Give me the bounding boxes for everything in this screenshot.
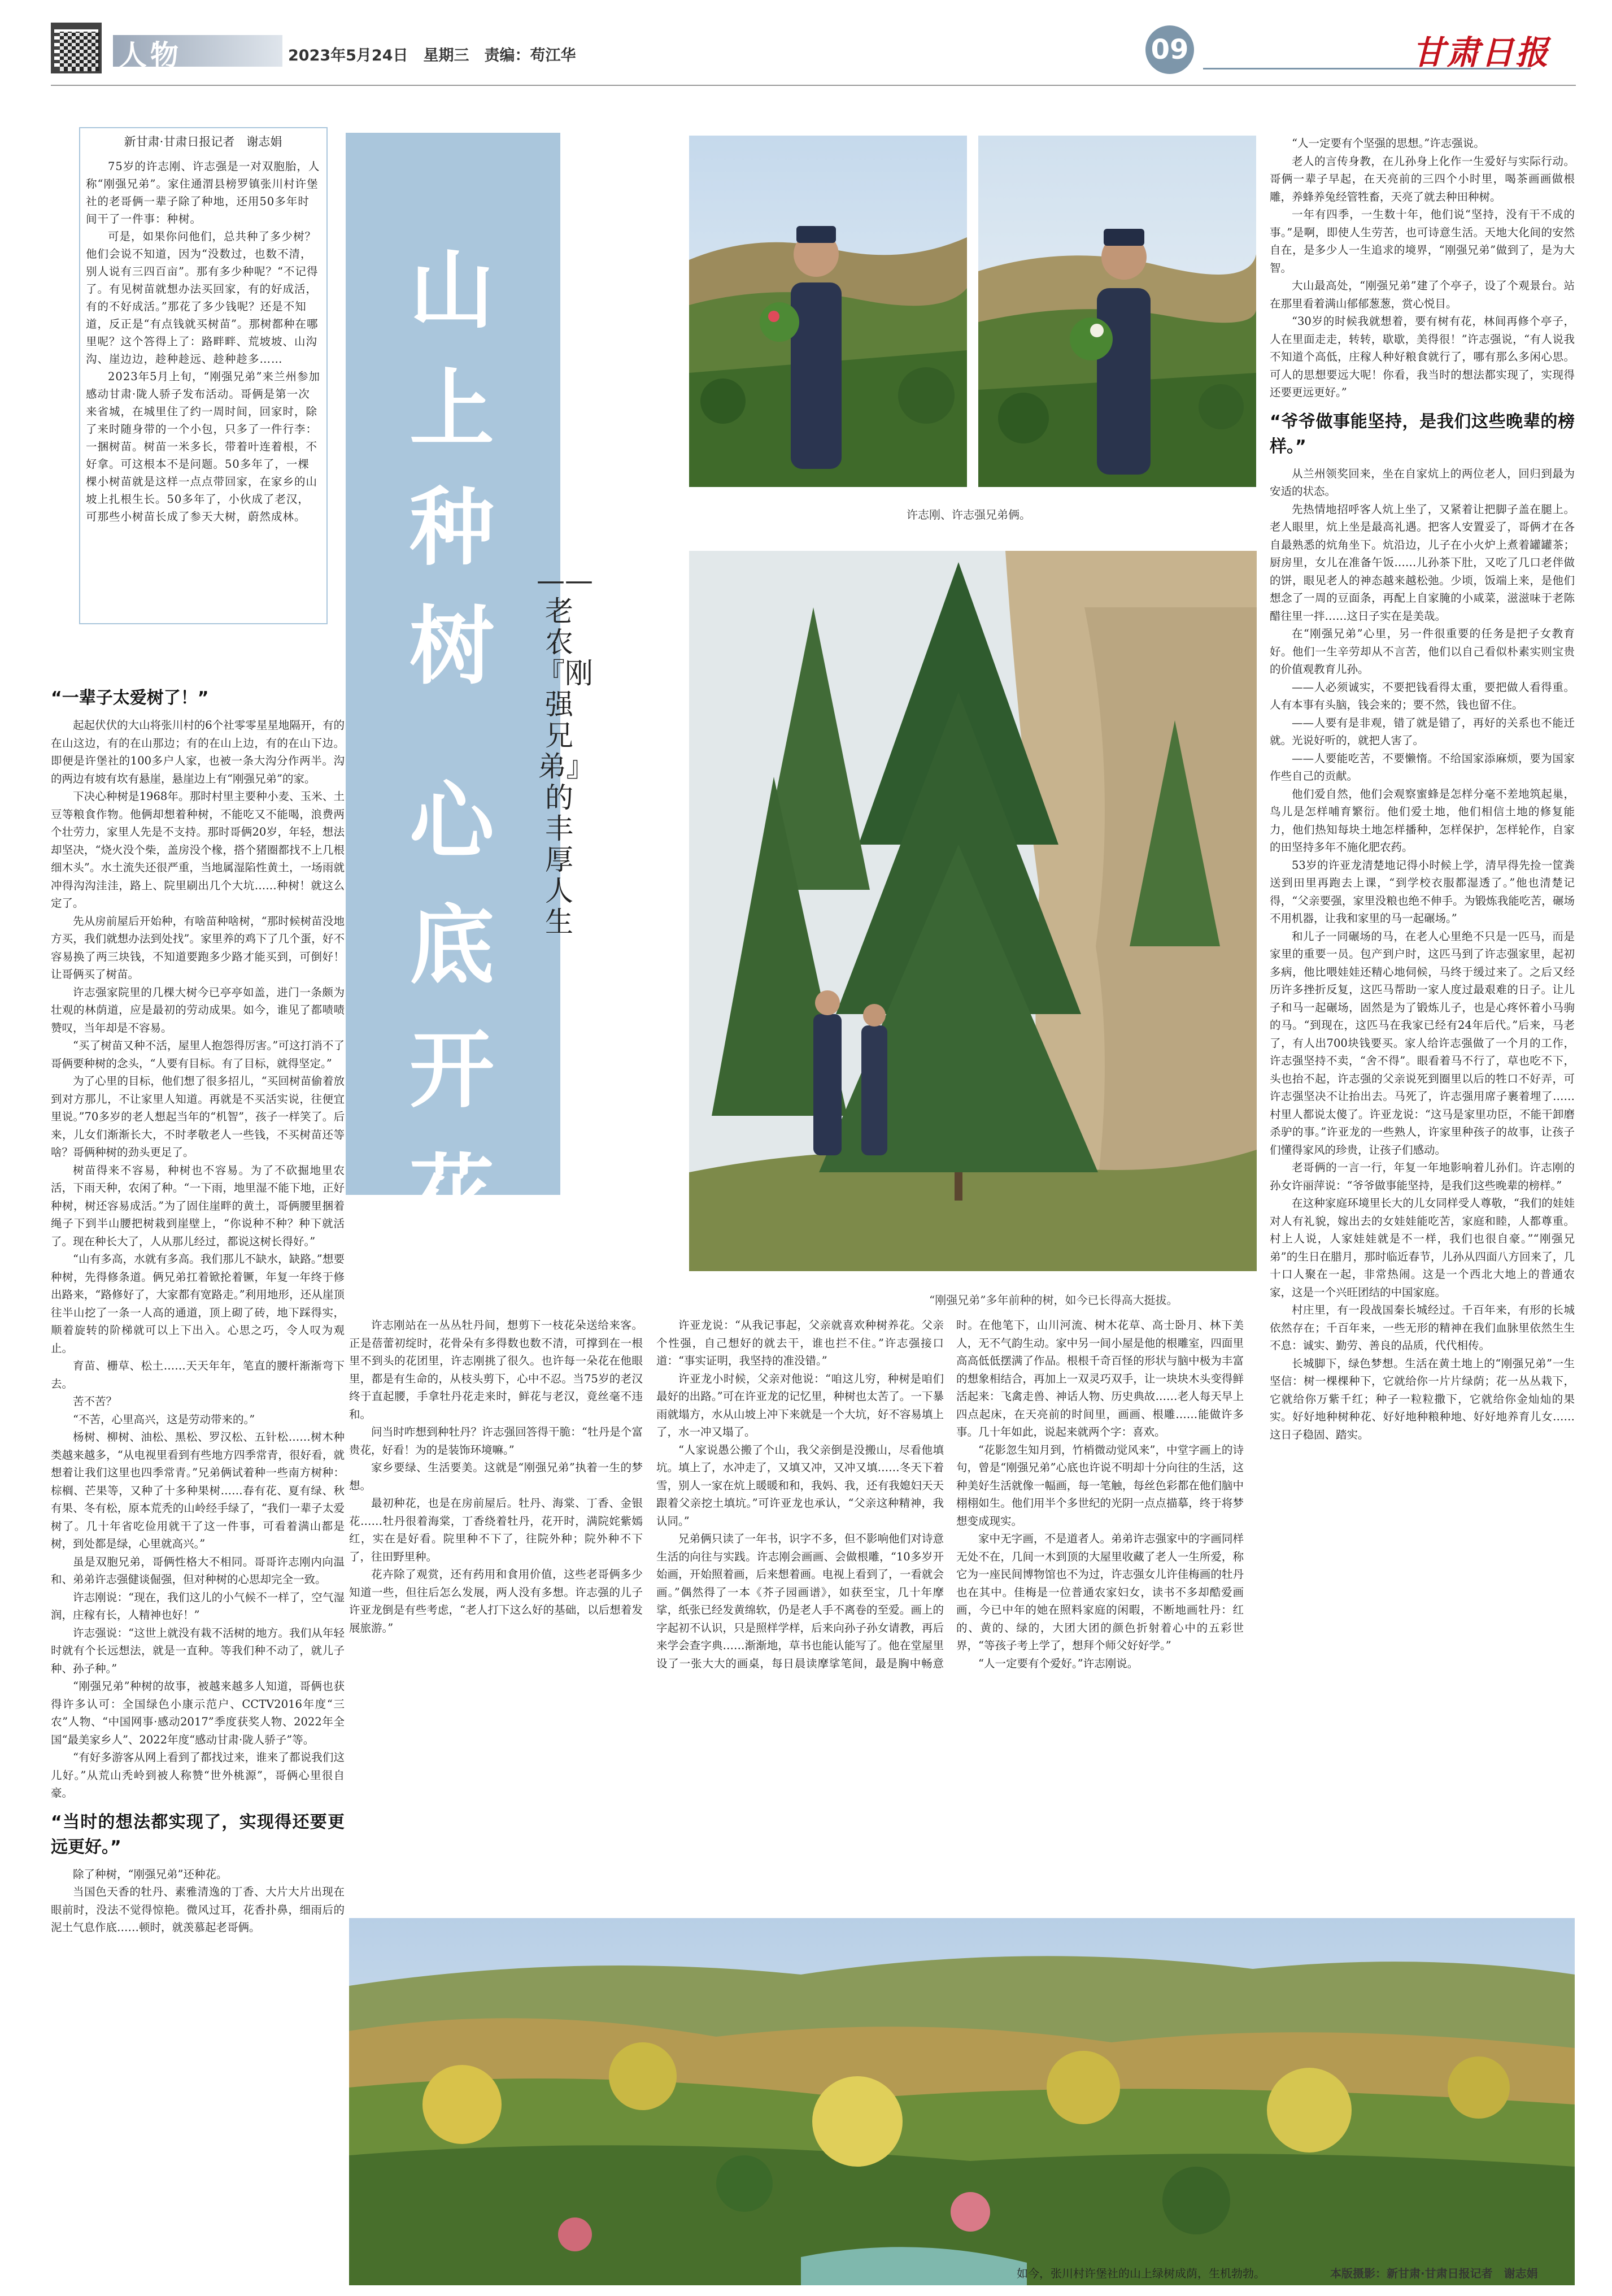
article-column-4: [1270, 134, 1575, 1904]
paragraph: 家乡要绿、生活要美。这就是“刚强兄弟”执着一生的梦想。: [349, 1461, 643, 1492]
column-1-body: [51, 716, 345, 1802]
paragraph: “人家说愚公搬了个山，我父亲倒是没搬山，尽看他填坑。填上了，水冲走了，又填又冲，又冲又填……冬天下着雪，别人一家在炕上暖暖和和，我妈、我，还有我媳妇天天跟着父亲挖土填坑。”可许亚龙也承认，“父亲这种精神，我认同。”: [656, 1443, 944, 1528]
headline-char: 山: [409, 242, 494, 340]
paragraph: “山有多高，水就有多高。我们那儿不缺水，缺路。”想要种树，先得修条道。俩兄弟扛着锨抡着镢，年复一年终于修出路来，“路修好了，大家都有宽路走。”利用地形，还从崖顶往半山挖了一条一人高的通道，顶上砌了砖，地下踩得实，顺着旋转的阶梯就可以上下出入。心思之巧，令人叹为观止。: [51, 1253, 345, 1355]
lead-frame: [79, 127, 328, 624]
dateline: 2023年5月24日 星期三 责编：苟江华: [288, 47, 576, 64]
paragraph: 育苗、栅草、松土……天天年年，笔直的腰杆渐渐弯下去。: [51, 1359, 345, 1390]
section-name: 人物: [119, 39, 182, 72]
paragraph: “有好多游客从网上看到了都找过来，谁来了都说我们这儿好。”从荒山秃岭到被人称赞“世外桃源”，哥俩心里很自豪。: [51, 1751, 345, 1799]
photo-caption-top: 许志刚、许志强兄弟俩。: [907, 508, 1031, 521]
paragraph: 他们爱自然，他们会观察蜜蜂是怎样分毫不差地筑起巢，鸟儿是怎样哺育繁衍。他们爱土地，他们相信土地的修复能力，他们热知每块土地怎样播种，怎样保护，怎样轮作，自家的田坚持多年不施化肥农药。: [1270, 787, 1575, 854]
headline-char: 心: [409, 773, 494, 871]
paragraph: 苦不苦？: [73, 1395, 117, 1408]
photo-caption-bottom: 如今，张川村许堡社的山上绿树成荫，生机勃勃。: [1017, 2267, 1265, 2280]
paragraph: 花卉除了观赏，还有药用和食用价值，这些老哥俩多少知道一些，但往后怎么发展，两人没有多想。许志强的儿子许亚龙倒是有些考虑，“老人打下这么好的基础，以后想着发展旅游。”: [349, 1568, 643, 1634]
headline-char: 上: [409, 360, 494, 459]
paragraph: 老哥俩的一言一行，年复一年地影响着儿孙们。许志刚的孙女许丽萍说：“爷爷做事能坚持，是我们这些晚辈的榜样。”: [1270, 1161, 1575, 1192]
paragraph: “30岁的时候我就想着，要有树有花，林间再修个亭子，人在里面走走，转转，歇歇，美得很！”许志强说，“有人说我不知道个高低，庄稼人种好粮食就行了，哪有那么多闲心思。可人的思想要远大呢！你看，我当时的想法都实现了，实现得还要更远更好。”: [1270, 315, 1575, 399]
header-divider: [51, 85, 1576, 86]
paragraph: 杨树、柳树、油松、黑松、罗汉松、五针松……树木种类越来越多，“从电视里看到有些地方四季常青，很好看，就想着让我们这里也四季常青。”兄弟俩试着种一些南方树种：棕榈、芒果等，又种了十多种果树……春有花、夏有绿、秋有果、冬有松，原本荒秃的山岭经手绿了，“我们一辈子太爱树了。几十年省吃俭用就干了这一件事，可看着满山都是树，到处都是绿，心里就高兴。”: [51, 1430, 345, 1550]
paragraph: 虽是双胞兄弟，哥俩性格大不相同。哥哥许志刚内向温和、弟弟许志强健谈倔强，但对种树的心思却完全一致。: [51, 1555, 345, 1586]
masthead-logo: 甘肃日报: [1412, 33, 1550, 72]
byline: 新甘肃·甘肃日报记者 谢志娟: [124, 135, 282, 149]
photo-brother-1: [689, 136, 967, 487]
section-heading: “爷爷做事能坚持，是我们这些晚辈的榜样。”: [1270, 411, 1575, 456]
paragraph: 除了种树，“刚强兄弟”还种花。: [73, 1867, 228, 1881]
column-1-body-2: [51, 1866, 345, 1937]
headline-char: 花: [409, 1146, 494, 1244]
photo-hillside-panorama: [349, 1918, 1575, 2285]
photo-caption-mid: “刚强兄弟”多年前种的树，如今已长得高大挺拔。: [929, 1293, 1178, 1307]
paragraph: 先热情地招呼客人炕上坐了，又紧着让把脚子盖在腿上。老人眼里，炕上坐是最高礼遇。把客人安置妥了，哥俩才在各自最熟悉的炕角坐下。炕沿边，儿子在小火炉上煮着罐罐茶；厨房里，女儿在准备午饭……儿孙茶下肚，又吃了几口老伴做的饼，眼见老人的神态越来越松弛。少顷，饭端上来，是他们想念了一周的豆面条，再配上自家腌的小咸菜，滋滋味于老陈醋往里一拌……这日子实在是美哉。: [1270, 502, 1575, 623]
headline-char: 种: [409, 479, 494, 577]
paragraph: ——人要能吃苦，不要懒惰。不给国家添麻烦，要为国家作些自己的贡献。: [1270, 751, 1575, 782]
paragraph: 许志强说：“这世上就没有栽不活树的地方。我们从年轻时就有个长远想法，就是一直种。等我们种不动了，就儿子种、孙子种。”: [51, 1626, 345, 1675]
headline-char: 底: [409, 897, 494, 995]
photo-tall-trees: [689, 551, 1257, 1271]
paragraph: “买了树苗又种不活，屋里人抱怨得厉害。”可这打消不了哥俩要种树的念头，“人要有目标。有了目标，就得坚定。”: [51, 1039, 345, 1070]
paragraph: 兄弟俩只读了一年书，识字不多，但不影响他们对诗意生活的向往与实践。许志刚会画画、会做根雕，“10多岁开始画，开始照着画，后来想着画。电视上看到了，一看就会画。”偶然得了一本《芥子园画谱》，如获至宝，几十年摩挲，纸张已经发黄绵软，仍是老人手不离卷的至爱。画上的字起初不认识，只是照样学样，后来向孙子孙女请教，再后来学会查字典……渐渐地，草书也能认能写了。他在堂屋里设了一张大大的画桌，每日晨读摩挲笔间，最是胸中畅意时。在他笔下，山川河流、树木花草、高士卧月、林下美人，无不气韵生动。家中另一间小屋是他的根雕室，四面里高高低低摆满了作品。根根千奇百怪的形状与脑中极为丰富的想象相结合，再加上一双灵巧双手，让一块块木头变得鲜活起来：飞禽走兽、神话人物、历史典故……老人每天早上四点起床，在天亮前的时间里，画画、根雕……能做许多事。几十年如此，说起来就两个字：喜欢。: [656, 1319, 1244, 1670]
paragraph: 当国色天香的牡丹、素雅清逸的丁香、大片大片出现在眼前时，没法不觉得惊艳。微风过耳，花香扑鼻，细雨后的泥土气息作底……顿时，就羡慕起老哥俩。: [51, 1885, 345, 1934]
photo-brother-2: [978, 136, 1256, 487]
paragraph: 一年有四季，一生数十年，他们说“坚持，没有干不成的事。”是啊，即使人生劳苦，也可诗意生活。天地大化间的安然自在，是多少人一生追求的境界，“刚强兄弟”做到了，是为大智。: [1270, 208, 1575, 275]
paragraph: “刚强兄弟”种树的故事，被越来越多人知道，哥俩也获得许多认可：全国绿色小康示范户、CCTV2016年度“三农”人物、“中国网事·感动2017”季度获奖人物、2022年全国“最美家乡人”、2022年度“感动甘肃·陇人骄子”等。: [51, 1680, 345, 1746]
paragraph: 最初种花，也是在房前屋后。牡丹、海棠、丁香、金银花……牡丹很着海棠，丁香绕着牡丹，花开时，满院姹紫嫣红，实在是好看。院里种不下了，往院外种；院外种不下了，往田野里种。: [349, 1497, 643, 1563]
article-column-3: [656, 1316, 1244, 1904]
paragraph: 许志刚站在一丛丛牡丹间，想剪下一枝花朵送给来客。正是蓓蕾初绽时，花骨朵有多得数也数不清，可撑到在一根里不到头的花团里，许志刚挑了很久。也许每一朵花在他眼里，都是有生命的，从枝头剪下，心中不忍。当75岁的老汉终于直起腰，手拿牡丹花走来时，鲜花与老汉，竟丝毫不违和。: [349, 1319, 643, 1421]
paragraph: 村庄里，有一段战国秦长城经过。千百年来，有形的长城依然存在；千百年来，一些无形的精神在我们血脉里依然生生不息：诚实、勤劳、善良的品质，代代相传。: [1270, 1303, 1575, 1352]
qr-code-icon[interactable]: [51, 23, 102, 73]
column-4-body: [1270, 134, 1575, 402]
page-number: 09: [1145, 25, 1194, 74]
lead-paragraph: 可是，如果你问他们，总共种了多少树？他们会说不知道，因为“没数过，也数不清，别人说有三四百亩”。那有多少种呢？“不记得了。有见树苗就想办法买回家，有的好成活，有的不好成活。”那花了多少钱呢？还是不知道，反正是“有点钱就买树苗”。那树都种在哪里呢？这个答得上了：路畔畔、荒坡坡、山沟沟、崖边边，趁种趁远、趁种趁多……: [86, 230, 319, 366]
paragraph: “不苦，心里高兴，这是劳动带来的。”: [73, 1412, 255, 1426]
paragraph: 起起伏伏的大山将张川村的6个社零零星星地隔开，有的在山这边，有的在山那边；有的在山上边，有的在山下边。即便是许堡社的100多户人家，也被一条大沟分作两半。沟的两边有坡有坎有悬崖，悬崖边上有“刚强兄弟”的家。: [51, 719, 345, 785]
paragraph: 从兰州领奖回来，坐在自家炕上的两位老人，回归到最为安适的状态。: [1270, 467, 1575, 498]
column-3-body: [656, 1316, 1244, 1672]
section-heading: “当时的想法都实现了，实现得还要更远更好。”: [51, 1812, 345, 1857]
paragraph: 先从房前屋后开始种，有啥苗种啥树，“那时候树苗没地方买，我们就想办法到处找”。家里养的鸡下了几个蛋，好不容易换了两三块钱，不知道要跑多少路才能买到，可倒好！让哥俩买了树苗。: [51, 914, 345, 981]
paragraph: “人一定要有个坚强的思想。”许志强说。: [1292, 137, 1485, 150]
paragraph: “人一定要有个爱好。”许志刚说。: [978, 1656, 1139, 1670]
subtitle: ——老农『刚强兄弟』的丰厚人生: [537, 564, 593, 938]
paragraph: ——人必须诚实，不要把钱看得太重，要把做人看得重。人有本事有头脑，钱会来的；要不然，钱也留不住。: [1270, 680, 1575, 711]
paragraph: 长城脚下，绿色梦想。生活在黄土地上的“刚强兄弟”一生坚信：树一棵棵种下，它就给你一片片绿荫；花一丛丛栽下，它就给你万紫千红；种子一粒粒撒下，它就给你金灿灿的果实。好好地种树种花、好好地种粮种地、好好地养育儿女……这日子稳固、踏实。: [1270, 1356, 1575, 1441]
paragraph: 和儿子一同碾场的马，在老人心里绝不只是一匹马，而是家里的重要一员。包产到户时，这匹马到了许志强家里，起初多病，他比喂娃娃还精心地伺候，马终于缓过来了。之后又经历许多挫折反复，这匹马帮助一家人度过最艰难的日子。让儿子和马一起碾场，固然是为了锻炼儿子，也是心疼怀着小马驹的马。“到现在，这匹马在我家已经有24年后代。”后来，马老了，有人出700块钱要买。家人给许志强做了一个月的工作，许志强坚持不卖，“舍不得”。眼看着马不行了，草也吃不下，头也抬不起，许志强的父亲说死到圈里以后的牲口不好弄，可许志强坚决不让抬出去。马死了，许志强用席子裹着埋了……村里人都说太傻了。许亚龙说：“这马是家里功臣，不能干卸磨杀驴的事。”许亚龙的一些熟人，许家里种孩子的故事，让孩子们懂得家风的珍贵，让孩子们感动。: [1270, 929, 1575, 1156]
paragraph: 老人的言传身教，在儿孙身上化作一生爱好与实际行动。哥俩一辈子早起，在天亮前的三四个小时里，喝茶画画做根雕，养蜂养兔经管牲畜，天亮了就去种田种树。: [1270, 154, 1575, 203]
headline-char: 开: [409, 1021, 494, 1120]
paragraph: 在这种家庭环境里长大的儿女同样受人尊敬，“我们的娃娃对人有礼貌，嫁出去的女娃娃能吃苦，家庭和睦，人都尊重。村上人说，人家娃娃就是不一样，我们也很自豪。”“刚强兄弟”的生日在腊月，那时临近春节，儿孙从四面八方回来了，几十口人聚在一起，非常热闹。这是一个西北大地上的普通农家，这是一个兴旺团结的中国家庭。: [1270, 1197, 1575, 1299]
paragraph: 许亚龙说：“从我记事起，父亲就喜欢种树养花。父亲个性强，自己想好的就去干，谁也拦不住。”许志强接口道：“事实证明，我坚持的准没错。”: [656, 1319, 944, 1367]
paragraph: 树苗得来不容易，种树也不容易。为了不砍掘地里农活，下雨天种，农闲了种。“一下雨，地里湿不能下地，正好种树，树还容易成活。”为了固住崖畔的黄土，哥俩腰里捆着绳子下到半山腰把树栽到崖壁上，“你说种不种？种下就活了。现在种长大了，人从那儿经过，都说这树长得好。”: [51, 1163, 345, 1248]
paragraph: 许亚龙小时候，父亲对他说：“咱这儿穷，种树是咱们最好的出路。”可在许亚龙的记忆里，种树也太苦了。一下暴雨就塌方，水从山坡上冲下来就是一个大坑，好不容易填上了，水一冲又塌了。: [656, 1372, 944, 1438]
paragraph: 问当时咋想到种牡丹？许志强回答得干脆：“牡丹是个富贵花，好看！为的是装饰环境嘛。”: [349, 1425, 643, 1456]
page-header: [51, 23, 1576, 79]
section-heading: “一辈子太爱树了！”: [51, 688, 209, 708]
paragraph: 大山最高处，“刚强兄弟”建了个亭子，设了个观景台。站在那里看着满山郁郁葱葱，赏心悦目。: [1270, 279, 1575, 310]
column-4-body-2: [1270, 465, 1575, 1444]
article-column-2: [349, 1316, 643, 1904]
paragraph: 家中无字画，不是道者人。弟弟许志强家中的字画同样无处不在，几间一木到顶的大屋里收藏了老人一生所爱，称它为一座民间博物馆也不为过，许志强女儿许佳梅画的牡丹也在其中。佳梅是一位普通农家妇女，读书不多却酷爱画画，今已中年的她在照料家庭的闲暇，不断地画牡丹：红的、黄的、绿的，大团大团的颜色折射着心中的五彩世界，“等孩子考上学了，想拜个师父好好学。”: [956, 1532, 1244, 1652]
paragraph: 下决心种树是1968年。那时村里主要种小麦、玉米、土豆等粮食作物。他俩却想着种树，不能吃又不能喝，浪费两个壮劳力，家里人先是不支持。那时哥俩20岁，年轻，想法却坚决，“烧火没个柴，盖房没个椽，搭个猪圈都找不上几根细木头”。水土流失还很严重，当地属湿陷性黄土，一场雨就冲得沟沟洼洼，路上、院里刷出几个大坑……种树！就这么定了。: [51, 790, 345, 910]
lead-paragraph: 75岁的许志刚、许志强是一对双胞胎，人称“刚强兄弟”。家住通渭县榜罗镇张川村许堡社的老哥俩一辈子除了种地，还用50多年时间干了一件事：种树。: [86, 160, 320, 225]
paragraph: 在“刚强兄弟”心里，另一件很重要的任务是把子女教育好。他们一生辛劳却从不言苦，他们以自己看似朴素实则宝贵的价值观教育儿孙。: [1270, 627, 1575, 676]
paragraph: “花影忽生知月到，竹梢微动觉风来”，中堂字画上的诗句，曾是“刚强兄弟”心底也许说不明却十分向往的生活，这种美好生活就像一幅画，每一笔触，每丝色彩都在他们脑中栩栩如生。他们用半个多世纪的光阴一点点描摹，终于将梦想变成现实。: [956, 1443, 1244, 1528]
article-column-1: [51, 678, 345, 2288]
paragraph: 许志刚说：“现在，我们这儿的小气候不一样了，空气湿润，庄稼有长，人精神也好！”: [51, 1590, 345, 1621]
paragraph: ——人要有是非观，错了就是错了，再好的关系也不能迁就。光说好听的，就把人害了。: [1270, 716, 1575, 747]
headline-char: 树: [409, 598, 494, 696]
photo-credit: 本版摄影：新甘肃·甘肃日报记者 谢志娟: [1330, 2267, 1538, 2280]
column-2-body: [349, 1316, 643, 1637]
paragraph: 为了心里的目标，他们想了很多招儿，“买回树苗偷着放到对方那儿，不让家里人知道。再就是不买活实说，往便宜里说。”70多岁的老人想起当年的“机智”，孩子一样笑了。后来，儿女们渐渐长大，不时孝敬老人一些钱，不买树苗还等啥？哥俩种树的劲头更足了。: [51, 1075, 345, 1159]
lead-paragraph: 2023年5月上旬，“刚强兄弟”来兰州参加感动甘肃·陇人骄子发布活动。哥俩是第一次来省城，在城里住了约一周时间，回家时，除了来时随身带的一个小包，只多了一件行李：一捆树苗。树苗一米多长，带着叶连着根，不好拿。可这根本不是问题。50多年了，一棵棵小树苗就是这样一点点带回家，在家乡的山坡上扎根生长。50多年了，小伙成了老汉，可那些小树苗长成了参天大树，蔚然成林。: [86, 370, 320, 523]
paragraph: 许志强家院里的几棵大树今已亭亭如盖，进门一条颇为壮观的林荫道，应是最初的劳动成果。如今，谁见了都啧啧赞叹，当年却是不容易。: [51, 985, 345, 1034]
paragraph: 53岁的许亚龙清楚地记得小时候上学，清早得先捡一筐粪送到田里再跑去上课，“到学校衣服都湿透了。”他也清楚记得，“父亲要强，家里没粮也绝不伸手。为锻炼我能吃苦，碾场不用机器，让我和家里的马一起碾场。”: [1270, 858, 1575, 925]
